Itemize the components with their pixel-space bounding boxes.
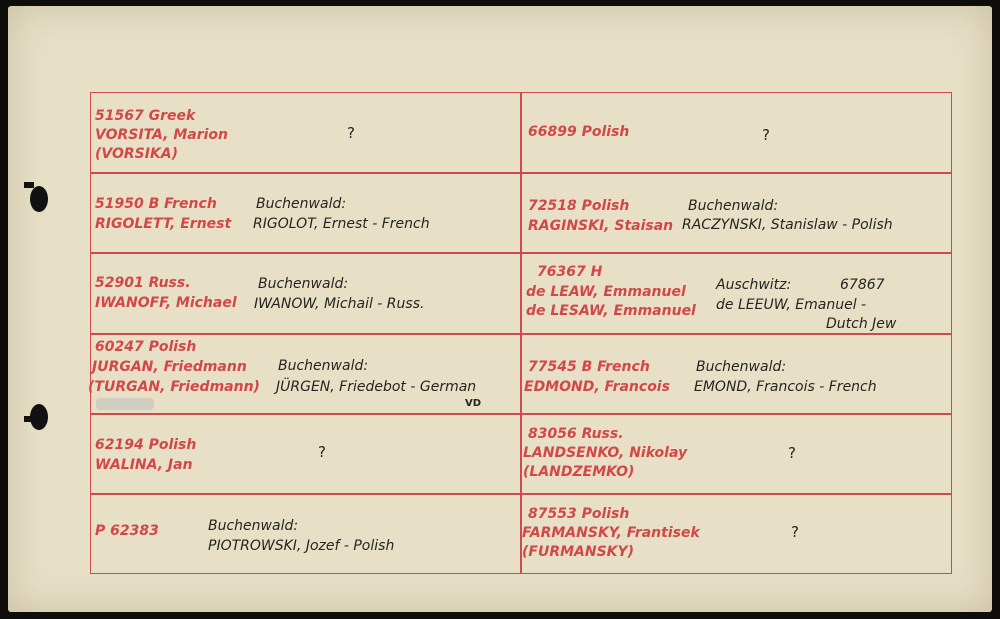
- r3l-match: IWANOW, Michail - Russ.: [254, 296, 425, 312]
- r2r-name: RAGINSKI, Staisan: [528, 218, 674, 234]
- r1l-alias: (VORSIKA): [95, 146, 179, 162]
- r4r-number: 77545 B French: [528, 359, 650, 375]
- r5l-unknown-mark: ?: [318, 443, 326, 461]
- r5l-name: WALINA, Jan: [95, 457, 193, 473]
- smudged-text: [96, 398, 154, 410]
- r3r-match-note: Dutch Jew: [826, 316, 897, 332]
- r3r-camp-number: 67867: [840, 277, 885, 293]
- r4r-match: EMOND, Francois - French: [694, 379, 877, 395]
- r1l-unknown-mark: ?: [347, 124, 355, 142]
- r3l-camp: Buchenwald:: [258, 276, 349, 292]
- r2r-number: 72518 Polish: [528, 198, 630, 214]
- r5r-unknown-mark: ?: [788, 444, 796, 462]
- r5r-alias: (LANDZEMKO): [523, 464, 635, 480]
- r6r-unknown-mark: ?: [791, 523, 799, 541]
- grid-divider-row3: [90, 333, 952, 335]
- punch-hole-upper: [30, 186, 48, 212]
- grid-divider-row2: [90, 252, 952, 254]
- r2r-match: RACZYNSKI, Stanislaw - Polish: [682, 217, 893, 233]
- r6l-camp: Buchenwald:: [208, 518, 299, 534]
- r1l-number: 51567 Greek: [95, 108, 196, 124]
- r2l-number: 51950 B French: [95, 196, 217, 212]
- r4l-camp: Buchenwald:: [278, 358, 369, 374]
- r4r-camp: Buchenwald:: [696, 359, 787, 375]
- r6l-match: PIOTROWSKI, Jozef - Polish: [208, 538, 395, 554]
- r1l-name: VORSITA, Marion: [95, 127, 228, 143]
- grid-divider-row1: [90, 172, 952, 174]
- punch-tab-upper: [24, 182, 34, 188]
- r2l-name: RIGOLETT, Ernest: [95, 216, 232, 232]
- r2l-camp: Buchenwald:: [256, 196, 347, 212]
- punch-tab-lower: [24, 416, 34, 422]
- r6r-number: 87553 Polish: [528, 506, 630, 522]
- r4l-alias: (TURGAN, Friedmann): [88, 379, 260, 395]
- r5r-number: 83056 Russ.: [528, 426, 624, 442]
- r6r-name: FARMANSKY, Frantisek: [522, 525, 700, 541]
- grid-divider-row5: [90, 493, 952, 495]
- r3r-match: de LEEUW, Emanuel -: [716, 297, 867, 313]
- r6r-alias: (FURMANSKY): [522, 544, 635, 560]
- r4l-name: JURGAN, Friedmann: [92, 359, 247, 375]
- r3r-number: 76367 H: [537, 264, 603, 280]
- r4r-name: EDMOND, Francois: [524, 379, 670, 395]
- grid-divider-row4: [90, 413, 952, 415]
- r1r-number: 66899 Polish: [528, 124, 630, 140]
- r6l-number: P 62383: [95, 523, 159, 539]
- r3r-camp: Auschwitz:: [716, 277, 792, 293]
- r4l-number: 60247 Polish: [95, 339, 197, 355]
- r1r-unknown-mark: ?: [762, 126, 770, 144]
- r2l-match: RIGOLOT, Ernest - French: [253, 216, 430, 232]
- r3r-name: de LEAW, Emmanuel: [526, 284, 686, 300]
- r3l-name: IWANOFF, Michael: [95, 295, 237, 311]
- r5r-name: LANDSENKO, Nikolay: [523, 445, 688, 461]
- r4l-match: JÜRGEN, Friedebot - German: [276, 379, 477, 395]
- r5l-number: 62194 Polish: [95, 437, 197, 453]
- r3l-number: 52901 Russ.: [95, 275, 191, 291]
- r3r-alias: de LESAW, Emmanuel: [526, 303, 696, 319]
- r4l-note: VD: [465, 398, 482, 409]
- r2r-camp: Buchenwald:: [688, 198, 779, 214]
